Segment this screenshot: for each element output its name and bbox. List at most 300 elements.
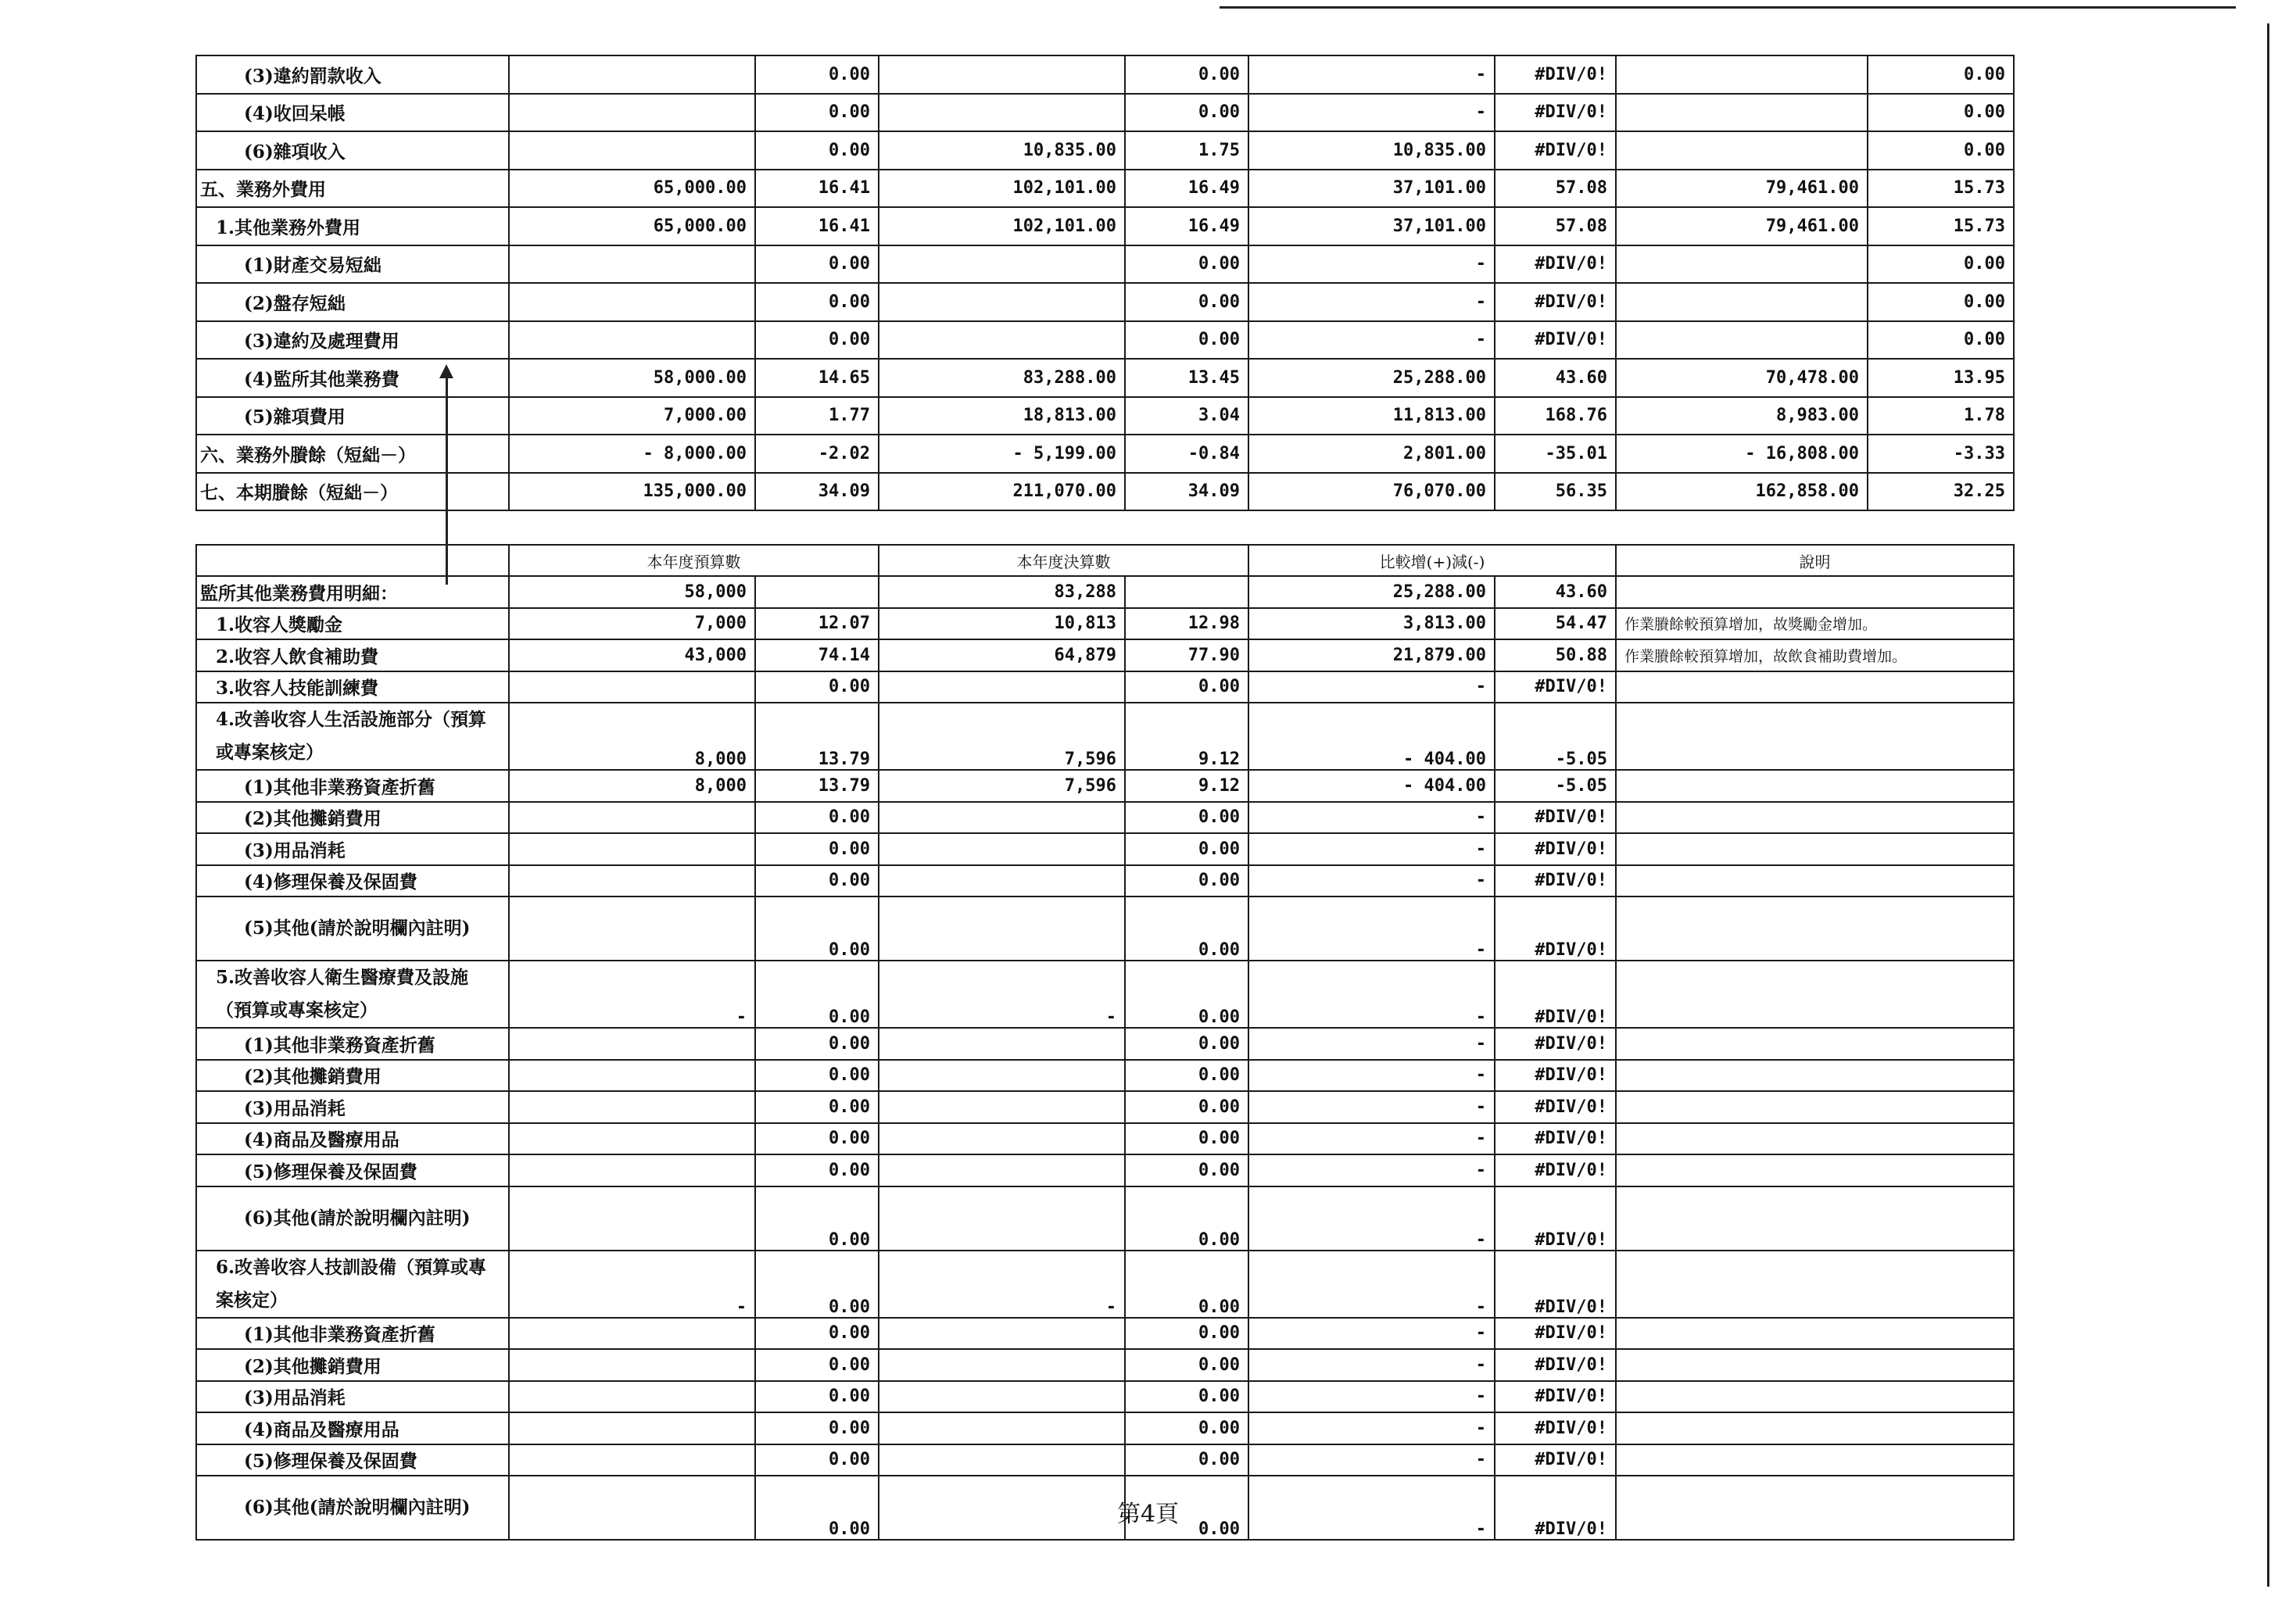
value-cell-c5: - (1248, 802, 1495, 834)
note-cell: 作業賸餘較預算增加，故獎勵金增加。 (1616, 608, 2014, 640)
table-row (196, 397, 2014, 435)
value-cell-c2: 34.09 (755, 473, 879, 511)
table-row (196, 1123, 2014, 1155)
row-label: (3)用品消耗 (196, 1381, 509, 1413)
value-cell-c5: 11,813.00 (1248, 397, 1495, 435)
value-cell-c8: 1.78 (1868, 397, 2014, 435)
value-cell-c7 (1616, 55, 1868, 94)
value-cell-c3 (879, 1028, 1125, 1060)
value-cell-c1 (509, 1091, 755, 1123)
value-cell-c6: #DIV/0! (1495, 865, 1616, 897)
value-cell-c5: - (1248, 865, 1495, 897)
value-cell-c5: - (1248, 1028, 1495, 1060)
value-cell-c4: 0.00 (1125, 1349, 1248, 1381)
value-cell-c1 (509, 1444, 755, 1476)
value-cell-c2: 0.00 (755, 94, 879, 132)
value-cell-c6: #DIV/0! (1495, 671, 1616, 703)
value-cell-c5: 37,101.00 (1248, 170, 1495, 208)
annotation-arrow-head (439, 364, 453, 378)
note-cell (1616, 865, 2014, 897)
value-cell-c4: 0.00 (1125, 865, 1248, 897)
value-cell-c5: - (1248, 283, 1495, 321)
value-cell-c4: 0.00 (1125, 94, 1248, 132)
note-cell (1616, 576, 2014, 608)
value-cell-c6: #DIV/0! (1495, 1251, 1616, 1318)
value-cell-c1 (509, 1318, 755, 1350)
value-cell-c6: #DIV/0! (1495, 1318, 1616, 1350)
value-cell-c7 (1616, 245, 1868, 284)
value-cell-c6: 43.60 (1495, 359, 1616, 397)
row-label: (2)盤存短絀 (196, 283, 509, 321)
row-label: (2)其他攤銷費用 (196, 1060, 509, 1092)
value-cell-c1 (509, 245, 755, 284)
row-label: 五、業務外費用 (196, 170, 509, 208)
value-cell-c1: 58,000.00 (509, 359, 755, 397)
row-label: 監所其他業務費用明細： (196, 576, 509, 608)
value-cell-c2: 0.00 (755, 1349, 879, 1381)
table-row (196, 435, 2014, 473)
value-cell-c3: 10,813 (879, 608, 1125, 640)
value-cell-c6: #DIV/0! (1495, 1349, 1616, 1381)
value-cell-c4: 0.00 (1125, 1091, 1248, 1123)
value-cell-c3: 83,288 (879, 576, 1125, 608)
value-cell-c2: 0.00 (755, 1251, 879, 1318)
note-cell (1616, 961, 2014, 1028)
value-cell-c2: 0.00 (755, 1060, 879, 1092)
value-cell-c5: - (1248, 961, 1495, 1028)
value-cell-c5: - (1248, 1349, 1495, 1381)
row-label: (1)財產交易短絀 (196, 245, 509, 284)
value-cell-c1 (509, 1349, 755, 1381)
row-label: 6.改善收容人技訓設備（預算或專案核定） (196, 1251, 509, 1318)
value-cell-c3 (879, 283, 1125, 321)
value-cell-c5: - (1248, 1123, 1495, 1155)
other-expense-detail-table (195, 544, 2015, 1541)
value-cell-c3: 10,835.00 (879, 131, 1125, 170)
value-cell-c3 (879, 55, 1125, 94)
value-cell-c8: -3.33 (1868, 435, 2014, 473)
value-cell-c6: #DIV/0! (1495, 802, 1616, 834)
value-cell-c5: - (1248, 1381, 1495, 1413)
value-cell-c6: #DIV/0! (1495, 833, 1616, 865)
value-cell-c6: -5.05 (1495, 703, 1616, 770)
row-label: (5)其他(請於說明欄內註明) (196, 896, 509, 961)
value-cell-c6: #DIV/0! (1495, 1123, 1616, 1155)
value-cell-c2: 0.00 (755, 283, 879, 321)
table-header-row (196, 545, 2014, 576)
value-cell-c2: -2.02 (755, 435, 879, 473)
table-row (196, 833, 2014, 865)
value-cell-c4: 9.12 (1125, 770, 1248, 802)
value-cell-c5: 10,835.00 (1248, 131, 1495, 170)
value-cell-c4: 0.00 (1125, 802, 1248, 834)
value-cell-c4: 0.00 (1125, 961, 1248, 1028)
table-row (196, 245, 2014, 284)
value-cell-c6: #DIV/0! (1495, 1186, 1616, 1251)
note-cell (1616, 1028, 2014, 1060)
value-cell-c2: 0.00 (755, 961, 879, 1028)
value-cell-c1: 7,000 (509, 608, 755, 640)
value-cell-c4: 0.00 (1125, 1123, 1248, 1155)
note-cell (1616, 833, 2014, 865)
row-label: 4.改善收容人生活設施部分（預算或專案核定） (196, 703, 509, 770)
table-row (196, 55, 2014, 94)
value-cell-c5: - (1248, 1186, 1495, 1251)
value-cell-c3: 64,879 (879, 639, 1125, 671)
table-row (196, 608, 2014, 640)
value-cell-c2: 0.00 (755, 1186, 879, 1251)
note-cell (1616, 1060, 2014, 1092)
value-cell-c3 (879, 802, 1125, 834)
value-cell-c5: 25,288.00 (1248, 359, 1495, 397)
value-cell-c4: 0.00 (1125, 1412, 1248, 1444)
value-cell-c6: #DIV/0! (1495, 321, 1616, 360)
value-cell-c1 (509, 283, 755, 321)
value-cell-c4: 0.00 (1125, 896, 1248, 961)
row-label: (4)修理保養及保固費 (196, 865, 509, 897)
value-cell-c8: 15.73 (1868, 170, 2014, 208)
header-blank (196, 545, 509, 576)
value-cell-c5: - (1248, 1476, 1495, 1540)
value-cell-c6: #DIV/0! (1495, 55, 1616, 94)
row-label: (6)雜項收入 (196, 131, 509, 170)
value-cell-c5: - (1248, 1154, 1495, 1186)
note-cell (1616, 1444, 2014, 1476)
value-cell-c4: 13.45 (1125, 359, 1248, 397)
value-cell-c6: 54.47 (1495, 608, 1616, 640)
value-cell-c2: 0.00 (755, 1381, 879, 1413)
value-cell-c6: #DIV/0! (1495, 1412, 1616, 1444)
value-cell-c4: 0.00 (1125, 671, 1248, 703)
value-cell-c7 (1616, 94, 1868, 132)
value-cell-c2: 1.77 (755, 397, 879, 435)
value-cell-c7 (1616, 283, 1868, 321)
value-cell-c6: -5.05 (1495, 770, 1616, 802)
value-cell-c2: 13.79 (755, 770, 879, 802)
note-cell (1616, 896, 2014, 961)
value-cell-c8: 0.00 (1868, 55, 2014, 94)
value-cell-c1: 7,000.00 (509, 397, 755, 435)
value-cell-c3: - (879, 961, 1125, 1028)
value-cell-c3: - 5,199.00 (879, 435, 1125, 473)
note-cell (1616, 1381, 2014, 1413)
value-cell-c7: 79,461.00 (1616, 207, 1868, 245)
value-cell-c4: 9.12 (1125, 703, 1248, 770)
table-row (196, 576, 2014, 608)
row-label: (3)違約罰款收入 (196, 55, 509, 94)
value-cell-c1: 8,000 (509, 770, 755, 802)
row-label: (5)修理保養及保固費 (196, 1444, 509, 1476)
value-cell-c3: 83,288.00 (879, 359, 1125, 397)
value-cell-c1 (509, 802, 755, 834)
value-cell-c2: 0.00 (755, 1123, 879, 1155)
value-cell-c8: 0.00 (1868, 131, 2014, 170)
value-cell-c6: #DIV/0! (1495, 283, 1616, 321)
table-row (196, 473, 2014, 511)
table-row (196, 1060, 2014, 1092)
table-row (196, 671, 2014, 703)
value-cell-c4: 0.00 (1125, 1318, 1248, 1350)
value-cell-c3: 102,101.00 (879, 207, 1125, 245)
note-cell (1616, 1154, 2014, 1186)
value-cell-c3 (879, 321, 1125, 360)
value-cell-c5: - (1248, 1251, 1495, 1318)
value-cell-c3: 102,101.00 (879, 170, 1125, 208)
table-row (196, 865, 2014, 897)
value-cell-c2: 14.65 (755, 359, 879, 397)
row-label: 六、業務外賸餘（短絀－） (196, 435, 509, 473)
value-cell-c1 (509, 896, 755, 961)
scan-top-edge (1220, 6, 2236, 9)
value-cell-c1 (509, 1028, 755, 1060)
table-row (196, 1251, 2014, 1318)
value-cell-c2: 16.41 (755, 207, 879, 245)
row-label: 1.收容人獎勵金 (196, 608, 509, 640)
row-label: 5.改善收容人衛生醫療費及設施（預算或專案核定） (196, 961, 509, 1028)
value-cell-c2: 0.00 (755, 1412, 879, 1444)
value-cell-c2: 0.00 (755, 833, 879, 865)
value-cell-c2: 0.00 (755, 802, 879, 834)
value-cell-c4: 0.00 (1125, 1186, 1248, 1251)
note-cell (1616, 671, 2014, 703)
value-cell-c3 (879, 1060, 1125, 1092)
table-row (196, 1318, 2014, 1350)
table-row (196, 1154, 2014, 1186)
value-cell-c4: 0.00 (1125, 1381, 1248, 1413)
value-cell-c2: 0.00 (755, 55, 879, 94)
row-label: 2.收容人飲食補助費 (196, 639, 509, 671)
value-cell-c1 (509, 131, 755, 170)
value-cell-c2: 0.00 (755, 1444, 879, 1476)
value-cell-c5: - (1248, 245, 1495, 284)
table-row (196, 321, 2014, 360)
value-cell-c4: 12.98 (1125, 608, 1248, 640)
value-cell-c3: 7,596 (879, 770, 1125, 802)
value-cell-c4: 77.90 (1125, 639, 1248, 671)
value-cell-c4: -0.84 (1125, 435, 1248, 473)
value-cell-c6: 57.08 (1495, 207, 1616, 245)
value-cell-c4: 0.00 (1125, 1154, 1248, 1186)
value-cell-c6: #DIV/0! (1495, 1154, 1616, 1186)
note-cell (1616, 1349, 2014, 1381)
value-cell-c4: 0.00 (1125, 1444, 1248, 1476)
value-cell-c5: 37,101.00 (1248, 207, 1495, 245)
value-cell-c3 (879, 1091, 1125, 1123)
value-cell-c2: 0.00 (755, 1091, 879, 1123)
header-budget: 本年度預算數 (509, 545, 879, 576)
value-cell-c1 (509, 865, 755, 897)
value-cell-c8: 15.73 (1868, 207, 2014, 245)
value-cell-c6: #DIV/0! (1495, 1028, 1616, 1060)
value-cell-c1: 65,000.00 (509, 170, 755, 208)
scan-right-edge (2267, 23, 2269, 1587)
value-cell-c1 (509, 1060, 755, 1092)
table-row (196, 1412, 2014, 1444)
value-cell-c2: 12.07 (755, 608, 879, 640)
value-cell-c7: - 16,808.00 (1616, 435, 1868, 473)
value-cell-c8: 0.00 (1868, 94, 2014, 132)
value-cell-c5: 21,879.00 (1248, 639, 1495, 671)
value-cell-c3 (879, 1123, 1125, 1155)
value-cell-c3 (879, 1186, 1125, 1251)
value-cell-c6: #DIV/0! (1495, 1444, 1616, 1476)
value-cell-c3 (879, 1381, 1125, 1413)
value-cell-c3 (879, 833, 1125, 865)
table-row (196, 703, 2014, 770)
value-cell-c8: 13.95 (1868, 359, 2014, 397)
value-cell-c3 (879, 1318, 1125, 1350)
value-cell-c2: 74.14 (755, 639, 879, 671)
value-cell-c5: - (1248, 94, 1495, 132)
value-cell-c2: 0.00 (755, 1028, 879, 1060)
value-cell-c7: 8,983.00 (1616, 397, 1868, 435)
value-cell-c5: - (1248, 1318, 1495, 1350)
value-cell-c3 (879, 1412, 1125, 1444)
value-cell-c6: 168.76 (1495, 397, 1616, 435)
value-cell-c6: #DIV/0! (1495, 131, 1616, 170)
row-label: (5)修理保養及保固費 (196, 1154, 509, 1186)
value-cell-c5: - 404.00 (1248, 703, 1495, 770)
value-cell-c1 (509, 1154, 755, 1186)
value-cell-c3 (879, 896, 1125, 961)
value-cell-c6: #DIV/0! (1495, 1060, 1616, 1092)
value-cell-c3 (879, 1349, 1125, 1381)
value-cell-c1 (509, 1186, 755, 1251)
value-cell-c1: - (509, 1251, 755, 1318)
row-label: (3)用品消耗 (196, 833, 509, 865)
value-cell-c7: 162,858.00 (1616, 473, 1868, 511)
value-cell-c3 (879, 1444, 1125, 1476)
table-row (196, 1381, 2014, 1413)
value-cell-c5: 25,288.00 (1248, 576, 1495, 608)
row-label: (3)違約及處理費用 (196, 321, 509, 360)
value-cell-c6: 50.88 (1495, 639, 1616, 671)
value-cell-c4: 0.00 (1125, 1251, 1248, 1318)
value-cell-c1 (509, 1381, 755, 1413)
value-cell-c6: 56.35 (1495, 473, 1616, 511)
value-cell-c2: 0.00 (755, 1476, 879, 1540)
table-row (196, 170, 2014, 208)
value-cell-c4: 0.00 (1125, 321, 1248, 360)
table-row (196, 1186, 2014, 1251)
value-cell-c5: 3,813.00 (1248, 608, 1495, 640)
table-row (196, 1091, 2014, 1123)
table-row (196, 1028, 2014, 1060)
income-statement-table (195, 55, 2015, 511)
table-row (196, 639, 2014, 671)
row-label: (1)其他非業務資產折舊 (196, 1318, 509, 1350)
value-cell-c8: 0.00 (1868, 245, 2014, 284)
value-cell-c5: - (1248, 1444, 1495, 1476)
value-cell-c1 (509, 1412, 755, 1444)
value-cell-c8: 0.00 (1868, 321, 2014, 360)
table-row (196, 802, 2014, 834)
value-cell-c5: - (1248, 55, 1495, 94)
value-cell-c5: - (1248, 671, 1495, 703)
row-label: (5)雜項費用 (196, 397, 509, 435)
value-cell-c1: - (509, 961, 755, 1028)
note-cell (1616, 1123, 2014, 1155)
value-cell-c1 (509, 321, 755, 360)
value-cell-c1: 43,000 (509, 639, 755, 671)
value-cell-c6: #DIV/0! (1495, 961, 1616, 1028)
value-cell-c4: 0.00 (1125, 833, 1248, 865)
value-cell-c4: 0.00 (1125, 245, 1248, 284)
value-cell-c5: - (1248, 321, 1495, 360)
value-cell-c2: 0.00 (755, 671, 879, 703)
table-row (196, 283, 2014, 321)
value-cell-c1 (509, 1123, 755, 1155)
value-cell-c5: - (1248, 896, 1495, 961)
value-cell-c2: 0.00 (755, 131, 879, 170)
value-cell-c5: - (1248, 1091, 1495, 1123)
value-cell-c1: 65,000.00 (509, 207, 755, 245)
value-cell-c2: 0.00 (755, 865, 879, 897)
row-label: (1)其他非業務資產折舊 (196, 1028, 509, 1060)
value-cell-c1: 8,000 (509, 703, 755, 770)
value-cell-c5: 76,070.00 (1248, 473, 1495, 511)
value-cell-c2 (755, 576, 879, 608)
table-row (196, 961, 2014, 1028)
value-cell-c6: #DIV/0! (1495, 896, 1616, 961)
value-cell-c5: 2,801.00 (1248, 435, 1495, 473)
row-label: (6)其他(請於說明欄內註明) (196, 1476, 509, 1540)
value-cell-c6: #DIV/0! (1495, 94, 1616, 132)
value-cell-c2: 0.00 (755, 1318, 879, 1350)
note-cell: 作業賸餘較預算增加，故飲食補助費增加。 (1616, 639, 2014, 671)
value-cell-c1 (509, 833, 755, 865)
note-cell (1616, 1091, 2014, 1123)
row-label: (1)其他非業務資產折舊 (196, 770, 509, 802)
value-cell-c2: 0.00 (755, 896, 879, 961)
note-cell (1616, 1318, 2014, 1350)
value-cell-c2: 0.00 (755, 1154, 879, 1186)
value-cell-c4: 16.49 (1125, 207, 1248, 245)
value-cell-c6: 43.60 (1495, 576, 1616, 608)
table-row (196, 359, 2014, 397)
value-cell-c4: 16.49 (1125, 170, 1248, 208)
page-number: 第4頁 (1116, 1501, 1180, 1528)
table-row (196, 1349, 2014, 1381)
row-label: 1.其他業務外費用 (196, 207, 509, 245)
value-cell-c3: 211,070.00 (879, 473, 1125, 511)
header-note: 說明 (1616, 545, 2014, 576)
row-label: (2)其他攤銷費用 (196, 1349, 509, 1381)
value-cell-c3 (879, 865, 1125, 897)
value-cell-c4: 0.00 (1125, 55, 1248, 94)
row-label: (4)商品及醫療用品 (196, 1412, 509, 1444)
value-cell-c3: 7,596 (879, 703, 1125, 770)
row-label: (4)商品及醫療用品 (196, 1123, 509, 1155)
row-label: 七、本期賸餘（短絀－） (196, 473, 509, 511)
value-cell-c7: 70,478.00 (1616, 359, 1868, 397)
value-cell-c3 (879, 1154, 1125, 1186)
value-cell-c1: 135,000.00 (509, 473, 755, 511)
value-cell-c6: -35.01 (1495, 435, 1616, 473)
value-cell-c3: - (879, 1251, 1125, 1318)
value-cell-c6: #DIV/0! (1495, 245, 1616, 284)
header-actual: 本年度決算數 (879, 545, 1248, 576)
value-cell-c7: 79,461.00 (1616, 170, 1868, 208)
value-cell-c6: #DIV/0! (1495, 1381, 1616, 1413)
row-label: (4)監所其他業務費 (196, 359, 509, 397)
value-cell-c4 (1125, 576, 1248, 608)
note-cell (1616, 802, 2014, 834)
table-row (196, 131, 2014, 170)
value-cell-c6: 57.08 (1495, 170, 1616, 208)
value-cell-c6: #DIV/0! (1495, 1476, 1616, 1540)
value-cell-c3 (879, 94, 1125, 132)
